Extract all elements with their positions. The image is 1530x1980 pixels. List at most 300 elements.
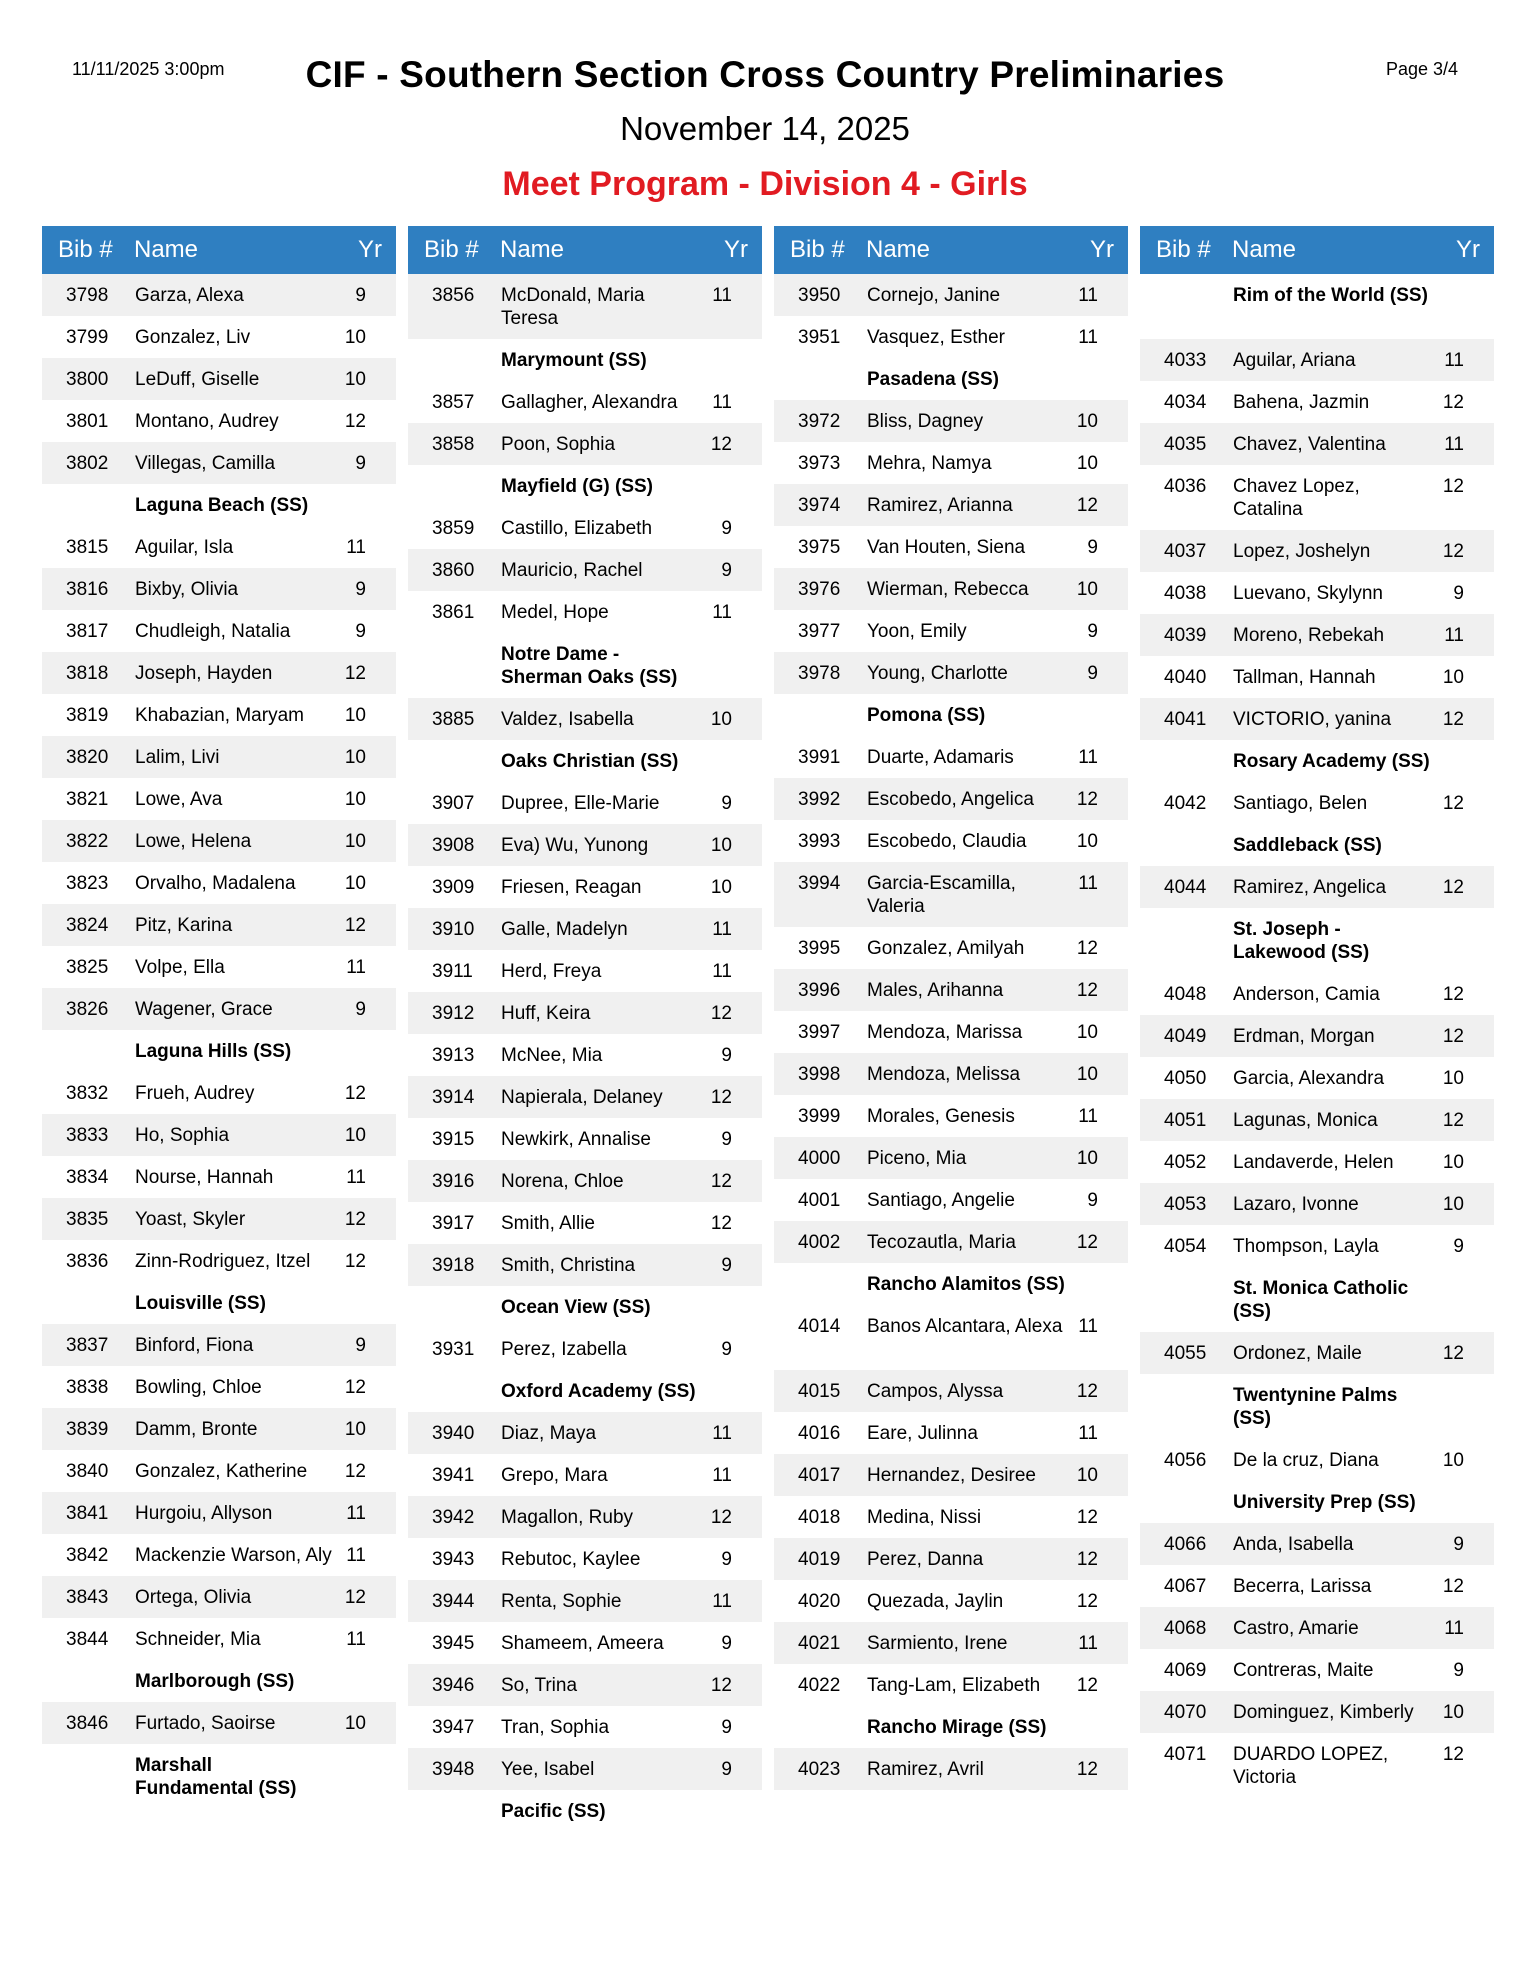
team-name: Mayfield (G) (SS)	[501, 476, 654, 497]
athlete-name: Cornejo, Janine	[867, 285, 1001, 306]
entry-row	[774, 526, 1128, 568]
athlete-name: Garza, Alexa	[135, 285, 244, 306]
bib-number: 3816	[66, 579, 109, 600]
grade-year: 9	[355, 621, 366, 642]
grade-year: 12	[1076, 1381, 1098, 1402]
bib-number: 3846	[66, 1713, 109, 1734]
bib-number: 4069	[1164, 1660, 1207, 1681]
grade-year: 12	[344, 1083, 366, 1104]
athlete-name: Norena, Chloe	[501, 1171, 624, 1192]
athlete-name: Schneider, Mia	[135, 1629, 261, 1650]
entry-row	[774, 568, 1128, 610]
grade-year: 12	[710, 434, 732, 455]
entry-row	[774, 820, 1128, 862]
entry-row	[42, 988, 396, 1030]
grade-year: 12	[344, 1209, 366, 1230]
entry-row	[1140, 1649, 1494, 1691]
bib-number: 3821	[66, 789, 109, 810]
team-heading-row	[42, 1744, 396, 1809]
athlete-name: Piceno, Mia	[867, 1148, 967, 1169]
athlete-name: Medel, Hope	[501, 602, 609, 623]
grade-year: 12	[1076, 1507, 1098, 1528]
grade-year: 11	[346, 1629, 366, 1650]
athlete-name: Banos Alcantara, Alexa	[867, 1316, 1063, 1337]
bib-number: 3857	[432, 392, 475, 413]
bib-number: 3833	[66, 1125, 109, 1146]
athlete-name: Morales, Genesis	[867, 1106, 1015, 1127]
entry-row	[1140, 1523, 1494, 1565]
team-heading-row	[408, 1790, 762, 1832]
team-heading-row	[42, 1030, 396, 1072]
team-name: Rosary Academy (SS)	[1233, 751, 1430, 772]
athlete-name: Garcia-Escamilla, Valeria	[867, 873, 1016, 917]
bib-number: 3913	[432, 1045, 475, 1066]
athlete-name: Gonzalez, Amilyah	[867, 938, 1025, 959]
grade-year: 10	[344, 369, 366, 390]
entry-row	[42, 736, 396, 778]
entry-row	[408, 1160, 762, 1202]
grade-year: 11	[1078, 747, 1098, 768]
bib-number: 3842	[66, 1545, 109, 1566]
team-name: St. Joseph - Lakewood (SS)	[1233, 919, 1370, 963]
entry-row	[408, 1496, 762, 1538]
athlete-name: Escobedo, Angelica	[867, 789, 1034, 810]
athlete-name: Galle, Madelyn	[501, 919, 628, 940]
bib-number: 4015	[798, 1381, 841, 1402]
bib-number: 4037	[1164, 541, 1207, 562]
athlete-name: Thompson, Layla	[1233, 1236, 1379, 1257]
entry-row	[408, 381, 762, 423]
athlete-name: Mackenzie Warson, Aly	[135, 1545, 332, 1566]
entry-row	[408, 507, 762, 549]
grade-year: 9	[355, 999, 366, 1020]
grade-year: 12	[710, 1171, 732, 1192]
bib-number: 3834	[66, 1167, 109, 1188]
bib-number: 3914	[432, 1087, 475, 1108]
team-heading-row	[1140, 1267, 1494, 1332]
grade-year: 9	[721, 1759, 732, 1780]
team-name: Twentynine Palms (SS)	[1233, 1385, 1398, 1429]
athlete-name: Ho, Sophia	[135, 1125, 230, 1146]
bib-number: 3943	[432, 1549, 475, 1570]
print-timestamp: 11/11/2025 3:00pm	[72, 59, 225, 79]
athlete-name: Smith, Christina	[501, 1255, 636, 1276]
grade-year: 10	[1076, 1064, 1098, 1085]
bib-number: 3911	[432, 961, 473, 982]
entry-row	[1140, 1057, 1494, 1099]
grade-year: 10	[1442, 1702, 1464, 1723]
athlete-name: Magallon, Ruby	[501, 1507, 634, 1528]
entry-row	[774, 1053, 1128, 1095]
entry-row	[408, 1454, 762, 1496]
athlete-name: Perez, Izabella	[501, 1339, 627, 1360]
name-header: Name	[500, 236, 565, 263]
entry-row	[1140, 1332, 1494, 1374]
entry-row	[42, 1072, 396, 1114]
bib-number: 4042	[1164, 793, 1207, 814]
entry-column-4	[1140, 226, 1494, 1798]
bib-number: 3999	[798, 1106, 841, 1127]
entry-row	[408, 992, 762, 1034]
team-heading-row	[408, 465, 762, 507]
team-name: Saddleback (SS)	[1233, 835, 1382, 856]
athlete-name: Lazaro, Ivonne	[1233, 1194, 1359, 1215]
bib-number: 3944	[432, 1591, 475, 1612]
athlete-name: Escobedo, Claudia	[867, 831, 1027, 852]
athlete-name: Shameem, Ameera	[501, 1633, 664, 1654]
team-name: Rancho Mirage (SS)	[867, 1717, 1047, 1738]
athlete-name: Dominguez, Kimberly	[1233, 1702, 1414, 1723]
bib-number: 3977	[798, 621, 841, 642]
bib-number: 3824	[66, 915, 109, 936]
athlete-name: Lopez, Joshelyn	[1233, 541, 1371, 562]
bib-header: Bib #	[424, 236, 479, 263]
bib-number: 3941	[432, 1465, 475, 1486]
grade-year: 9	[355, 1335, 366, 1356]
athlete-name: Mendoza, Marissa	[867, 1022, 1023, 1043]
entry-row	[774, 862, 1128, 927]
entry-row	[408, 908, 762, 950]
bib-number: 3972	[798, 411, 841, 432]
entry-row	[774, 1179, 1128, 1221]
grade-year: 12	[1442, 877, 1464, 898]
bib-number: 4066	[1164, 1534, 1207, 1555]
athlete-name: Tran, Sophia	[501, 1717, 610, 1738]
athlete-name: Ramirez, Avril	[867, 1759, 984, 1780]
entry-row	[1140, 1225, 1494, 1267]
entry-row	[408, 1034, 762, 1076]
entry-row	[774, 1305, 1128, 1370]
bib-number: 3800	[66, 369, 109, 390]
athlete-name: Lalim, Livi	[135, 747, 220, 768]
entry-row	[774, 1454, 1128, 1496]
bib-number: 3993	[798, 831, 841, 852]
bib-number: 3997	[798, 1022, 841, 1043]
bib-number: 3995	[798, 938, 841, 959]
entry-row	[1140, 614, 1494, 656]
grade-year: 12	[1076, 1549, 1098, 1570]
grade-year: 10	[1076, 1148, 1098, 1169]
bib-number: 4052	[1164, 1152, 1207, 1173]
bib-number: 3992	[798, 789, 841, 810]
entry-row	[408, 1706, 762, 1748]
athlete-name: Orvalho, Madalena	[135, 873, 296, 894]
athlete-name: Eare, Julinna	[867, 1423, 978, 1444]
athlete-name: Males, Arihanna	[867, 980, 1004, 1001]
bib-number: 4001	[798, 1190, 841, 1211]
athlete-name: Bixby, Olivia	[135, 579, 239, 600]
grade-year: 12	[1076, 980, 1098, 1001]
grade-year: 12	[710, 1507, 732, 1528]
entry-row	[774, 1538, 1128, 1580]
entry-row	[42, 694, 396, 736]
team-name: Ocean View (SS)	[501, 1297, 651, 1318]
athlete-name: Volpe, Ella	[135, 957, 225, 978]
entry-row	[1140, 1141, 1494, 1183]
entry-row	[1140, 465, 1494, 530]
athlete-name: Luevano, Skylynn	[1233, 583, 1383, 604]
entry-row	[42, 442, 396, 484]
team-heading-row	[1140, 908, 1494, 973]
grade-year: 9	[355, 579, 366, 600]
grade-year: 9	[1453, 583, 1464, 604]
grade-year: 12	[1442, 1110, 1464, 1131]
bib-number: 3916	[432, 1171, 475, 1192]
athlete-name: Tecozautla, Maria	[867, 1232, 1016, 1253]
grade-year: 11	[346, 1545, 366, 1566]
grade-year: 9	[721, 793, 732, 814]
athlete-name: Gallagher, Alexandra	[501, 392, 678, 413]
grade-year: 12	[344, 1377, 366, 1398]
entry-row	[1140, 1439, 1494, 1481]
bib-number: 4021	[798, 1633, 841, 1654]
grade-year: 12	[1442, 541, 1464, 562]
athlete-name: Ortega, Olivia	[135, 1587, 252, 1608]
bib-number: 3931	[432, 1339, 475, 1360]
page-number: Page 3/4	[1385, 59, 1458, 79]
athlete-name: Poon, Sophia	[501, 434, 616, 455]
team-name: Laguna Beach (SS)	[135, 495, 309, 516]
column-header	[774, 226, 1128, 274]
bib-number: 3798	[66, 285, 109, 306]
grade-year: 11	[1444, 625, 1464, 646]
entry-row	[774, 652, 1128, 694]
bib-number: 3837	[66, 1335, 109, 1356]
athlete-name: Montano, Audrey	[135, 411, 279, 432]
grade-year: 11	[346, 537, 366, 558]
bib-number: 3801	[66, 411, 109, 432]
team-name: University Prep (SS)	[1233, 1492, 1416, 1513]
grade-year: 12	[1442, 1343, 1464, 1364]
bib-number: 4044	[1164, 877, 1207, 898]
column-header	[408, 226, 762, 274]
athlete-name: Contreras, Maite	[1233, 1660, 1374, 1681]
entry-row	[1140, 782, 1494, 824]
entry-row	[774, 1580, 1128, 1622]
athlete-name: Friesen, Reagan	[501, 877, 642, 898]
grade-year: 11	[712, 961, 732, 982]
grade-year: 9	[1087, 1190, 1098, 1211]
page-title: CIF - Southern Section Cross Country Preliminaries	[305, 54, 1225, 95]
athlete-name: Castillo, Elizabeth	[501, 518, 653, 539]
bib-number: 3838	[66, 1377, 109, 1398]
grade-year: 9	[355, 453, 366, 474]
team-name: Oaks Christian (SS)	[501, 751, 679, 772]
entry-row	[42, 358, 396, 400]
athlete-name: Chavez, Valentina	[1233, 434, 1386, 455]
grade-year: 12	[344, 915, 366, 936]
athlete-name: McDonald, Maria Teresa	[501, 285, 645, 329]
grade-year: 12	[1076, 1759, 1098, 1780]
entry-row	[42, 1702, 396, 1744]
grade-year: 11	[346, 1503, 366, 1524]
entry-row	[408, 1328, 762, 1370]
grade-year: 10	[1076, 411, 1098, 432]
bib-number: 3844	[66, 1629, 109, 1650]
bib-number: 4017	[798, 1465, 841, 1486]
bib-number: 3861	[432, 602, 475, 623]
bib-number: 3946	[432, 1675, 475, 1696]
grade-year: 11	[1444, 350, 1464, 371]
athlete-name: Tallman, Hannah	[1233, 667, 1376, 688]
grade-year: 10	[710, 835, 732, 856]
bib-number: 4019	[798, 1549, 841, 1570]
entry-row	[408, 1202, 762, 1244]
bib-number: 3950	[798, 285, 841, 306]
grade-year: 11	[1078, 327, 1098, 348]
grade-year: 12	[710, 1213, 732, 1234]
athlete-name: Becerra, Larissa	[1233, 1576, 1372, 1597]
entry-row	[42, 1534, 396, 1576]
bib-number: 4056	[1164, 1450, 1207, 1471]
team-name: Pomona (SS)	[867, 705, 986, 726]
bib-number: 4022	[798, 1675, 841, 1696]
grade-year: 12	[344, 411, 366, 432]
entry-row	[1140, 1565, 1494, 1607]
column-header	[42, 226, 396, 274]
athlete-name: Yoast, Skyler	[135, 1209, 246, 1230]
athlete-name: Joseph, Hayden	[135, 663, 273, 684]
athlete-name: Furtado, Saoirse	[135, 1713, 276, 1734]
grade-year: 9	[721, 1129, 732, 1150]
team-heading-row	[1140, 740, 1494, 782]
athlete-name: Smith, Allie	[501, 1213, 595, 1234]
bib-number: 3975	[798, 537, 841, 558]
bib-number: 4034	[1164, 392, 1207, 413]
team-heading-row	[408, 1370, 762, 1412]
athlete-name: Lagunas, Monica	[1233, 1110, 1378, 1131]
bib-number: 3951	[798, 327, 841, 348]
grade-year: 9	[1087, 663, 1098, 684]
bib-number: 3825	[66, 957, 109, 978]
athlete-name: Aguilar, Ariana	[1233, 350, 1356, 371]
name-header: Name	[134, 236, 199, 263]
entry-row	[42, 1198, 396, 1240]
entry-row	[408, 1622, 762, 1664]
bib-number: 3860	[432, 560, 475, 581]
name-header: Name	[866, 236, 931, 263]
team-heading-row	[774, 694, 1128, 736]
entry-row	[408, 1412, 762, 1454]
grade-year: 10	[1442, 1194, 1464, 1215]
grade-year: 11	[1078, 285, 1098, 306]
athlete-name: Ramirez, Angelica	[1233, 877, 1387, 898]
grade-year: 9	[721, 1339, 732, 1360]
year-header: Yr	[1456, 236, 1480, 263]
athlete-name: Wagener, Grace	[135, 999, 273, 1020]
team-heading-row	[1140, 274, 1494, 339]
athlete-name: Pitz, Karina	[135, 915, 233, 936]
bib-number: 3978	[798, 663, 841, 684]
team-name: Marlborough (SS)	[135, 1671, 295, 1692]
athlete-name: So, Trina	[501, 1675, 578, 1696]
grade-year: 11	[1078, 1316, 1098, 1337]
bib-number: 4000	[798, 1148, 841, 1169]
grade-year: 11	[712, 1423, 732, 1444]
athlete-name: LeDuff, Giselle	[135, 369, 260, 390]
bib-number: 3909	[432, 877, 475, 898]
entry-row	[774, 484, 1128, 526]
athlete-name: Gonzalez, Liv	[135, 327, 251, 348]
grade-year: 11	[712, 919, 732, 940]
year-header: Yr	[1090, 236, 1114, 263]
athlete-name: Chavez Lopez, Catalina	[1233, 476, 1360, 520]
grade-year: 12	[1442, 1576, 1464, 1597]
bib-number: 3823	[66, 873, 109, 894]
athlete-name: Newkirk, Annalise	[501, 1129, 651, 1150]
entry-row	[408, 1244, 762, 1286]
entry-column-3	[774, 226, 1128, 1790]
bib-number: 3910	[432, 919, 475, 940]
athlete-name: Renta, Sophie	[501, 1591, 622, 1612]
bib-header: Bib #	[1156, 236, 1211, 263]
grade-year: 9	[721, 1255, 732, 1276]
team-heading-row	[42, 1660, 396, 1702]
entry-row	[408, 274, 762, 339]
entry-row	[42, 1408, 396, 1450]
bib-number: 3945	[432, 1633, 475, 1654]
bib-number: 4055	[1164, 1343, 1207, 1364]
bib-number: 3918	[432, 1255, 475, 1276]
bib-number: 3917	[432, 1213, 475, 1234]
entry-row	[774, 1137, 1128, 1179]
athlete-name: Mendoza, Melissa	[867, 1064, 1021, 1085]
entry-row	[1140, 381, 1494, 423]
bib-number: 4049	[1164, 1026, 1207, 1047]
column-header	[1140, 226, 1494, 274]
athlete-name: Villegas, Camilla	[135, 453, 276, 474]
team-name: Rim of the World (SS)	[1233, 285, 1428, 306]
grade-year: 10	[344, 705, 366, 726]
grade-year: 10	[710, 877, 732, 898]
team-heading-row	[408, 633, 762, 698]
entry-row	[42, 1450, 396, 1492]
bib-number: 4020	[798, 1591, 841, 1612]
bib-number: 3940	[432, 1423, 475, 1444]
entry-row	[1140, 1691, 1494, 1733]
entry-column-2	[408, 226, 762, 1832]
team-name: St. Monica Catholic (SS)	[1233, 1278, 1409, 1322]
athlete-name: Anda, Isabella	[1233, 1534, 1354, 1555]
team-name: Louisville (SS)	[135, 1293, 266, 1314]
grade-year: 9	[721, 1549, 732, 1570]
entry-row	[408, 950, 762, 992]
team-name: Oxford Academy (SS)	[501, 1381, 696, 1402]
meet-date: November 14, 2025	[620, 110, 910, 147]
team-name: Pasadena (SS)	[867, 369, 999, 390]
grade-year: 9	[721, 1717, 732, 1738]
athlete-name: Quezada, Jaylin	[867, 1591, 1004, 1612]
bib-number: 3974	[798, 495, 841, 516]
entry-row	[1140, 1733, 1494, 1798]
entry-row	[1140, 656, 1494, 698]
athlete-name: Napierala, Delaney	[501, 1087, 663, 1108]
athlete-name: Vasquez, Esther	[867, 327, 1006, 348]
grade-year: 10	[1442, 1068, 1464, 1089]
bib-number: 4041	[1164, 709, 1207, 730]
athlete-name: Yee, Isabel	[501, 1759, 595, 1780]
bib-number: 4018	[798, 1507, 841, 1528]
team-name: Rancho Alamitos (SS)	[867, 1274, 1065, 1295]
athlete-name: Wierman, Rebecca	[867, 579, 1029, 600]
bib-number: 3912	[432, 1003, 475, 1024]
grade-year: 9	[1087, 621, 1098, 642]
team-name: Pacific (SS)	[501, 1801, 606, 1822]
entry-row	[774, 1496, 1128, 1538]
athlete-name: Santiago, Angelie	[867, 1190, 1015, 1211]
grade-year: 12	[344, 1587, 366, 1608]
entry-row	[42, 862, 396, 904]
